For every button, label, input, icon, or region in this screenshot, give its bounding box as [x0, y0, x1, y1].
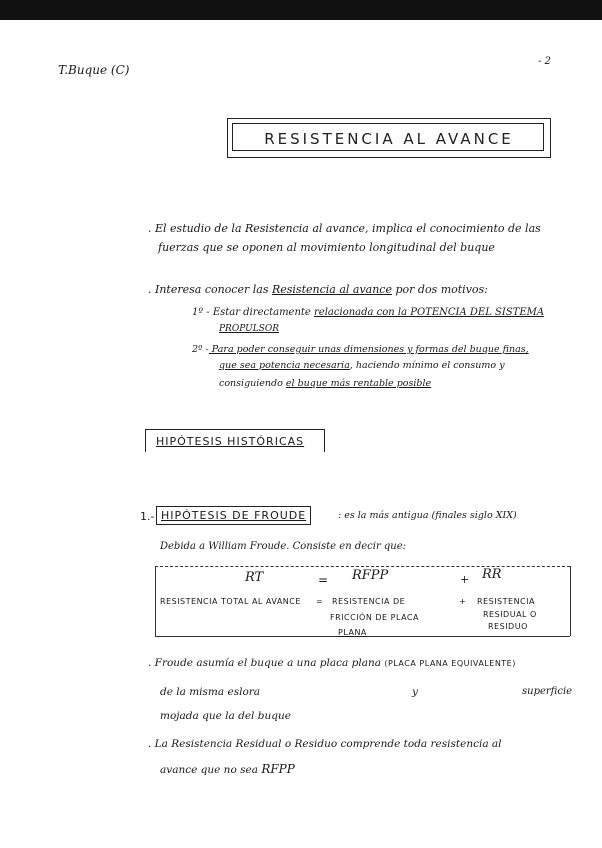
note-1-text-c: de la misma eslora: [160, 686, 261, 698]
motive-2-number: 2º -: [192, 344, 209, 355]
note-2-text-b: avance que no sea: [160, 764, 258, 776]
note-1-text-a: . Froude asumía el buque a una placa plana: [148, 657, 381, 669]
intro-line-1: . El estudio de la Resistencia al avance, implica el conocimiento de las: [148, 222, 541, 235]
motive-1-text-c: PROPULSOR: [219, 324, 279, 334]
motive-2-line-3: [219, 378, 431, 389]
plus-sign-label-row: +: [459, 597, 467, 606]
equation-box-right-edge: [570, 566, 571, 636]
equals-sign-label-row: =: [316, 597, 324, 606]
plus-sign: +: [460, 573, 470, 586]
froude-heading: HIPÓTESIS DE FROUDE: [156, 506, 311, 525]
motive-1-text-b: relacionada con la POTENCIA DEL SISTEMA: [314, 307, 545, 318]
intro-line-2: fuerzas que se oponen al movimiento longitudinal del buque: [158, 241, 495, 254]
symbol-rt: RT: [245, 570, 264, 585]
froude-heading-note: : es la más antigua (finales siglo XIX): [338, 510, 517, 521]
froude-intro: Debida a William Froude. Consiste en decir que:: [160, 541, 407, 552]
motive-1-line-1: [192, 307, 544, 318]
title-box: [227, 118, 551, 158]
motive-2-text-f: el buque más rentable posible: [285, 378, 432, 389]
rfpp-label-3: PLANA: [338, 628, 367, 637]
note-1-text-f: mojada que la del buque: [160, 710, 291, 722]
equals-sign: =: [318, 573, 329, 587]
rr-label-3: RESIDUO: [488, 622, 528, 631]
note-1-text-d: y: [412, 686, 418, 698]
rfpp-label-2: FRICCIÓN DE PLACA: [330, 613, 419, 622]
note-2-line-2: [160, 762, 295, 776]
note-1-text-e: superficie: [522, 686, 573, 697]
symbol-rr: RR: [482, 567, 502, 582]
motive-2-text-d: y: [499, 360, 505, 371]
note-2-line-1: . La Resistencia Residual o Residuo comprende toda resistencia al: [148, 738, 502, 750]
rr-label-1: RESISTENCIA: [477, 597, 535, 606]
motive-1-number: 1º -: [192, 307, 210, 318]
equation-box-left-edge: [155, 566, 156, 636]
motive-2-line-2: [219, 360, 505, 371]
symbol-rfpp: RFPP: [352, 568, 389, 583]
motive-2-text-a: Para poder conseguir unas dimensiones y formas del buque finas,: [211, 344, 529, 355]
equation-box-top-edge: [155, 566, 570, 567]
interest-tail: por dos motivos:: [395, 283, 488, 296]
motive-2-line-1: [192, 344, 529, 355]
froude-heading-number: 1.-: [140, 510, 155, 523]
interest-lead: . Interesa conocer las: [148, 283, 269, 296]
section-heading: HIPÓTESIS HISTÓRICAS: [156, 435, 305, 448]
rfpp-label-1: RESISTENCIA DE: [332, 597, 406, 606]
interest-line: [148, 283, 488, 296]
scan-top-edge: [0, 0, 602, 20]
section-heading-box: [145, 429, 325, 452]
rt-label: RESISTENCIA TOTAL AL AVANCE: [160, 597, 301, 606]
motive-2-text-c: , haciendo mínimo el consumo: [349, 360, 497, 371]
note-1-line-1: [148, 657, 516, 669]
page-number: - 2: [538, 56, 551, 67]
motive-2-text-e: consiguiendo: [219, 378, 283, 389]
page-title: RESISTENCIA AL AVANCE: [264, 130, 514, 148]
note-1-text-b: (PLACA PLANA EQUIVALENTE): [384, 659, 516, 668]
rr-label-2: RESIDUAL O: [483, 610, 537, 619]
motive-1-text-a: Estar directamente: [212, 307, 311, 318]
motive-2-text-b: que sea potencia necesaria: [219, 360, 350, 371]
author-mark: T.Buque (C): [58, 63, 130, 77]
note-2-symbol-rfpp: RFPP: [261, 762, 295, 776]
interest-term: Resistencia al avance: [271, 283, 392, 296]
